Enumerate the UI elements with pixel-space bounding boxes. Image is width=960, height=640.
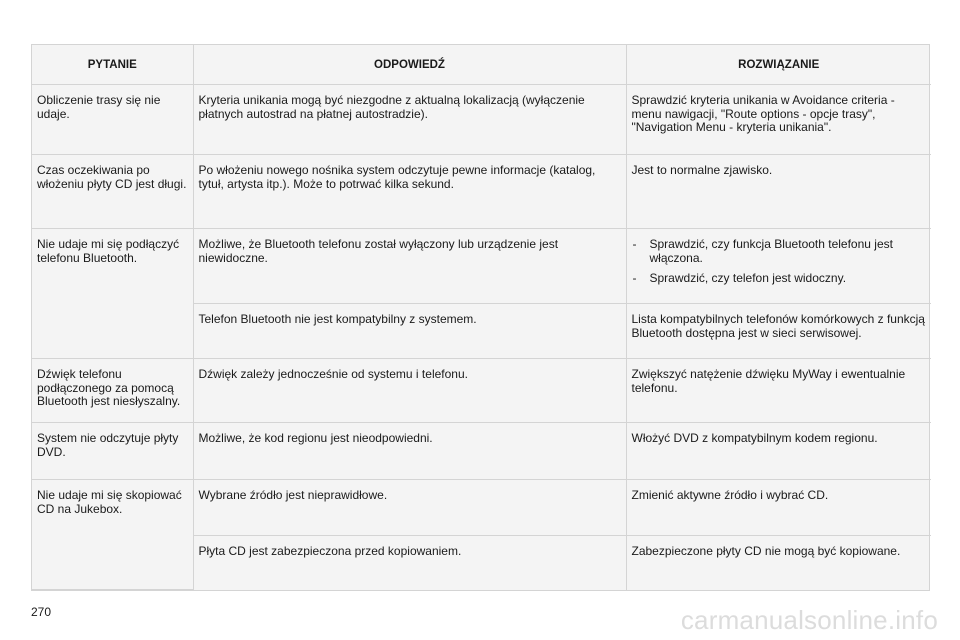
troubleshooting-table	[32, 45, 931, 590]
answer-cell: Możliwe, że kod regionu jest nieodpowiedni.	[193, 423, 626, 480]
answer-cell: Wybrane źródło jest nieprawidłowe.	[193, 480, 626, 536]
page-number: 270	[31, 605, 52, 619]
solution-cell: Zmienić aktywne źródło i wybrać CD.	[626, 480, 931, 536]
answer-cell: Kryteria unikania mogą być niezgodne z aktualną lokalizacją (wyłączenie płatnych autostrad na płatnej autostradzie).	[193, 85, 626, 155]
header-answer: ODPOWIEDŹ	[193, 45, 626, 85]
watermark: carmanualsonline.info	[680, 605, 938, 635]
answer-cell: Płyta CD jest zabezpieczona przed kopiowaniem.	[193, 536, 626, 590]
table-header-row	[32, 45, 931, 85]
question-cell: Nie udaje mi się podłączyć telefonu Bluetooth.	[32, 229, 193, 359]
solution-cell: Włożyć DVD z kompatybilnym kodem regionu.	[626, 423, 931, 480]
solution-cell: Lista kompatybilnych telefonów komórkowych z funkcją Bluetooth dostępna jest w sieci serwisowej.	[626, 304, 931, 359]
table-row	[32, 85, 931, 155]
question-cell: System nie odczytuje płyty DVD.	[32, 423, 193, 480]
solution-list	[632, 238, 926, 286]
solution-cell: Zabezpieczone płyty CD nie mogą być kopiowane.	[631, 544, 901, 558]
solution-cell	[626, 229, 931, 304]
header-question: PYTANIE	[32, 45, 193, 85]
question-cell: Czas oczekiwania po włożeniu płyty CD jest długi.	[32, 155, 193, 229]
solution-cell: Sprawdzić kryteria unikania w Avoidance criteria - menu nawigacji, "Route options - opcje trasy", "Navigation Menu - kryteria unikania".	[626, 85, 931, 155]
question-cell: Nie udaje mi się skopiować CD na Jukebox.	[32, 480, 193, 590]
solution-list-item: - Sprawdzić, czy telefon jest widoczny.	[632, 272, 926, 286]
header-solution: ROZWIĄZANIE	[626, 45, 931, 85]
answer-cell: Telefon Bluetooth nie jest kompatybilny z systemem.	[193, 304, 626, 359]
table-row	[32, 423, 931, 480]
table-row	[32, 480, 931, 536]
table-row	[32, 229, 931, 304]
table-row	[32, 155, 931, 229]
answer-cell: Po włożeniu nowego nośnika system odczytuje pewne informacje (katalog, tytuł, artysta itp.). Może to potrwać kilka sekund.	[193, 155, 626, 229]
solution-list-item: - Sprawdzić, czy funkcja Bluetooth telefonu jest włączona.	[632, 238, 926, 265]
question-cell: Dźwięk telefonu podłączonego za pomocą Bluetooth jest niesłyszalny.	[32, 359, 193, 423]
solution-cell: Jest to normalne zjawisko.	[626, 155, 931, 229]
question-cell: Obliczenie trasy się nie udaje.	[32, 85, 193, 155]
troubleshooting-table-container	[31, 44, 930, 591]
answer-cell: Możliwe, że Bluetooth telefonu został wyłączony lub urządzenie jest niewidoczne.	[193, 229, 626, 304]
answer-cell: Dźwięk zależy jednocześnie od systemu i telefonu.	[193, 359, 626, 423]
solution-cell: Zwiększyć natężenie dźwięku MyWay i ewentualnie telefonu.	[626, 359, 931, 423]
table-row	[32, 359, 931, 423]
